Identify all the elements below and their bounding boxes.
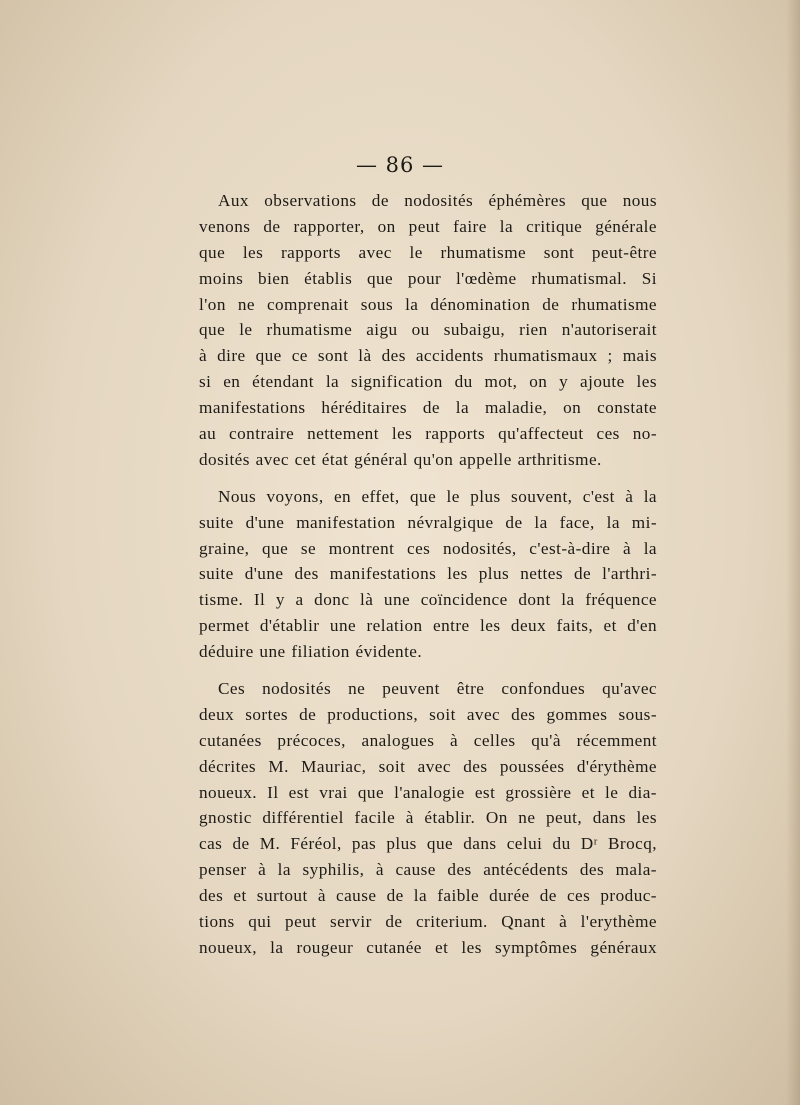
page-number: — 86 — <box>355 153 445 177</box>
text-line: deux sortes de productions, soit avec des gommes sous- <box>199 704 657 724</box>
text-line: au contraire nettement les rapports qu'affecteut ces no- <box>199 424 657 444</box>
text-line: Ces nodosités ne peuvent être confondues qu'avec <box>218 679 657 699</box>
text-line: déduire une filiation évidente. <box>199 642 423 662</box>
text-line: tisme. Il y a donc là une coïncidence dont la fréquence <box>199 590 657 610</box>
text-line: que les rapports avec le rhumatisme sont peut-être <box>199 242 657 262</box>
text-line: des et surtout à cause de la faible durée de ces produc- <box>199 886 657 906</box>
paragraph-3 <box>199 676 657 961</box>
text-line: permet d'établir une relation entre les deux faits, et d'en <box>199 616 657 636</box>
text-line: graine, que se montrent ces nodosités, c'est-à-dire à la <box>199 538 657 558</box>
text-line: suite d'une des manifestations les plus nettes de l'arthri- <box>199 564 657 584</box>
text-line: moins bien établis que pour l'œdème rhumatismal. Si <box>199 268 657 288</box>
text-line: noueux. Il est vrai que l'analogie est grossière et le dia- <box>199 782 657 802</box>
text-line: penser à la syphilis, à cause des antécédents des mala- <box>199 860 657 880</box>
text-line: cutanées précoces, analogues à celles qu'à récemment <box>199 730 657 750</box>
text-line: manifestations héréditaires de la maladie, on constate <box>199 398 657 418</box>
text-line: dosités avec cet état général qu'on appelle arthritisme. <box>199 449 602 469</box>
text-line: Aux observations de nodosités éphémères que nous <box>218 191 657 210</box>
paragraph-1 <box>199 188 657 473</box>
text-line: décrites M. Mauriac, soit avec des poussées d'érythème <box>199 756 657 776</box>
text-line: Nous voyons, en effet, que le plus souvent, c'est à la <box>218 486 657 506</box>
text-line: si en étendant la signification du mot, on y ajoute les <box>199 372 657 392</box>
text-line: l'on ne comprenait sous la dénomination de rhumatisme <box>199 294 657 314</box>
paragraph-2 <box>199 484 657 665</box>
text-line: tions qui peut servir de criterium. Qnant à l'erythème <box>199 912 657 932</box>
text-line: suite d'une manifestation névralgique de la face, la mi- <box>199 512 657 532</box>
body-text <box>199 188 657 972</box>
text-line: noueux, la rougeur cutanée et les symptômes généraux <box>199 937 657 957</box>
text-line: à dire que ce sont là des accidents rhumatismaux ; mais <box>199 346 657 366</box>
text-line: gnostic différentiel facile à établir. On ne peut, dans les <box>199 808 657 828</box>
text-line: venons de rapporter, on peut faire la critique générale <box>199 216 657 236</box>
text-line: que le rhumatisme aigu ou subaigu, rien n'autoriserait <box>199 320 657 340</box>
text-line: cas de M. Féréol, pas plus que dans celui du Dʳ Brocq, <box>199 834 657 854</box>
